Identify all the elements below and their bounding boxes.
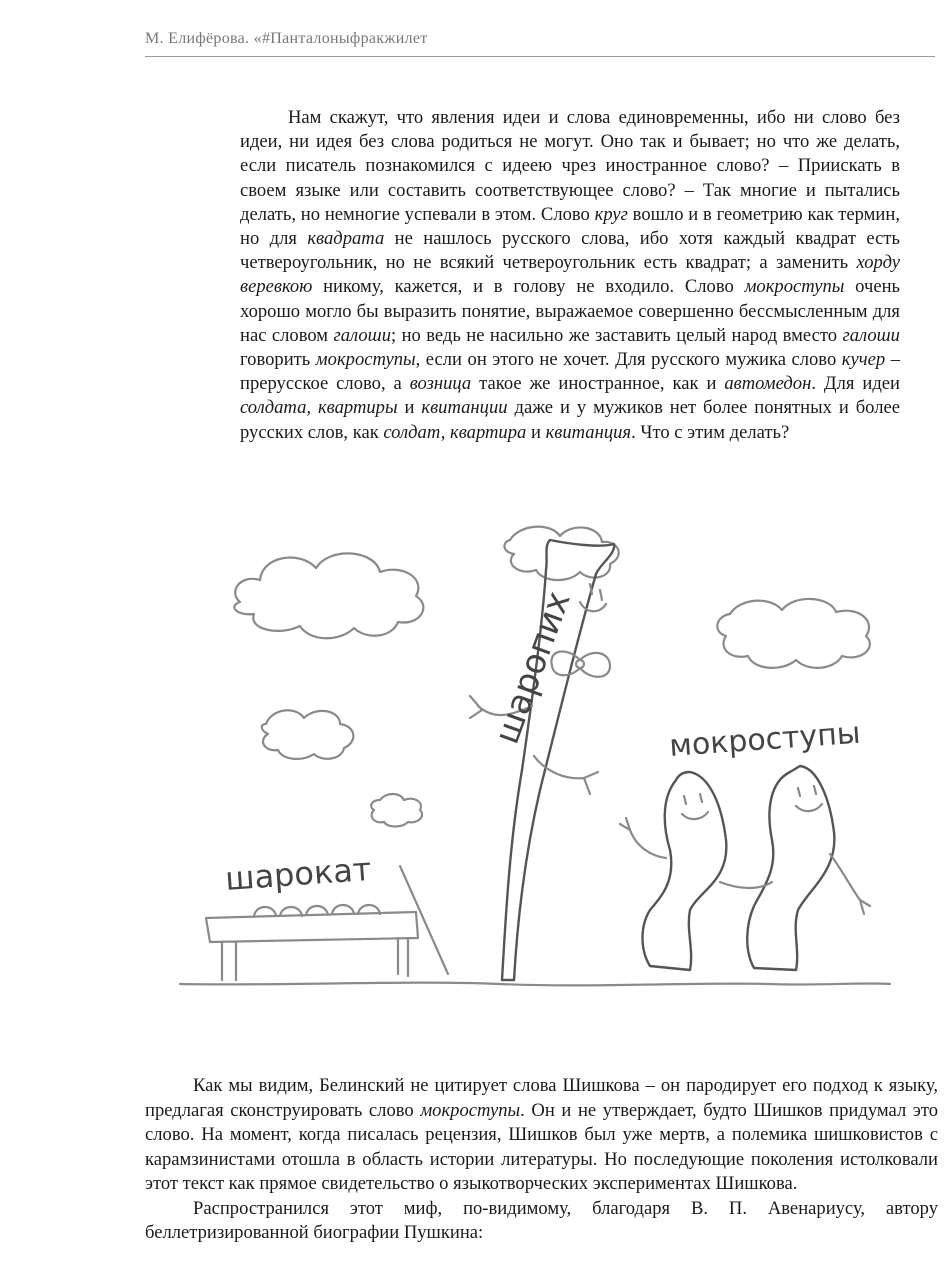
text-run: даже и у мужиков нет более понятных и более русских слов, как	[240, 397, 901, 443]
text-run: . Для идеи	[811, 373, 900, 395]
mokrostupy-faces-icon	[682, 786, 822, 819]
text-run: Распространился этот миф, по-видимому, благодаря В. П. Авенариусу, автору беллетризированной биографии Пушкина:	[145, 1197, 938, 1243]
italic-term: круг	[594, 203, 628, 225]
italic-term: солдата, квартиры	[240, 397, 398, 419]
text-run: и	[397, 397, 422, 419]
quotation-block	[240, 106, 900, 445]
text-run: никому, кажется, и в голову не входило. Слово	[312, 276, 745, 298]
text-run: вошло и в геометрию как термин, но для	[240, 203, 900, 250]
body-text	[145, 1074, 938, 1246]
paragraph	[145, 1074, 938, 1197]
cloud-small-icon	[262, 710, 354, 759]
italic-term: галоши	[842, 324, 900, 346]
text-run: такое же иностранное, как и	[471, 373, 725, 395]
italic-term: галоши	[333, 324, 391, 346]
cloud-center-icon	[504, 527, 618, 580]
label-sharokat: шарокат	[223, 849, 373, 898]
italic-term: мокроступы	[315, 349, 416, 371]
italic-term: квитанции	[421, 397, 508, 419]
table-icon	[206, 912, 418, 980]
ground-line	[180, 983, 890, 986]
text-run: говорить	[240, 349, 316, 371]
text-run: очень хорошо могло бы выразить понятие, выражаемое совершенно бессмысленным для нас словом	[240, 276, 901, 346]
italic-term: автомедон	[724, 373, 812, 395]
cartoon-illustration	[170, 510, 910, 1040]
italic-term: хорду веревкою	[240, 252, 900, 298]
italic-term: квадрата	[307, 228, 385, 250]
italic-term: солдат, квартира	[383, 421, 527, 443]
text-run: . Что с этим делать?	[631, 421, 790, 443]
text-run: Как мы видим, Белинский не цитирует слова Шишкова – он пародирует его подход к языку, предлагая сконструировать слово	[145, 1075, 938, 1121]
header-rule	[145, 56, 935, 57]
text-run: и	[526, 421, 546, 443]
label-sharopikh: шаропих	[486, 586, 579, 750]
sharopikh-bowtie-icon	[551, 651, 610, 676]
italic-term: мокроступы	[420, 1099, 521, 1121]
text-run: ; но ведь не насильно же заставить целый народ вместо	[391, 324, 843, 346]
text-run: – прерусское слово, а	[240, 349, 900, 395]
mokrostup-right-figure	[747, 766, 834, 970]
cloud-tiny-icon	[371, 794, 422, 827]
italic-term: квитанция	[545, 421, 632, 443]
italic-term: кучер	[841, 349, 886, 371]
cloud-left-icon	[234, 553, 423, 638]
label-mokrostupy: мокроступы	[668, 715, 862, 764]
running-head: М. Елифёрова. «#Панталоныфракжилет	[145, 30, 428, 47]
text-run: . Он и не утверждает, будто Шишков придумал это слово. На момент, когда писалась рецензия, Шишков был уже мертв, а полемика шишковистов с карамзинистами отошла в область истории литературы. Но последующие поколения истолковали этот текст как прямое свидетельство о языкотворческих экспериментах Шишкова.	[145, 1099, 938, 1194]
text-run: Нам скажут, что явления идеи и слова единовременны, ибо ни слово без идеи, ни идея без слова родиться не могут. Оно так и бывает; но что же делать, если писатель познакомился с идеею чрез иностранное слово? – Приискать в своем языке или составить соответствующее слово? – Так многие и пытались делать, но немногие успевали в этом. Слово	[240, 107, 900, 225]
italic-term: мокроступы	[744, 276, 845, 298]
paragraph	[145, 1197, 938, 1246]
italic-term: возница	[409, 373, 472, 395]
text-run: , если он этого не хочет. Для русского мужика слово	[415, 349, 842, 371]
text-run: не нашлось русского слова, ибо хотя каждый квадрат есть четвероугольник, но не всякий четвероугольник есть квадрат; а заменить	[240, 228, 900, 274]
cloud-right-icon	[717, 599, 870, 668]
